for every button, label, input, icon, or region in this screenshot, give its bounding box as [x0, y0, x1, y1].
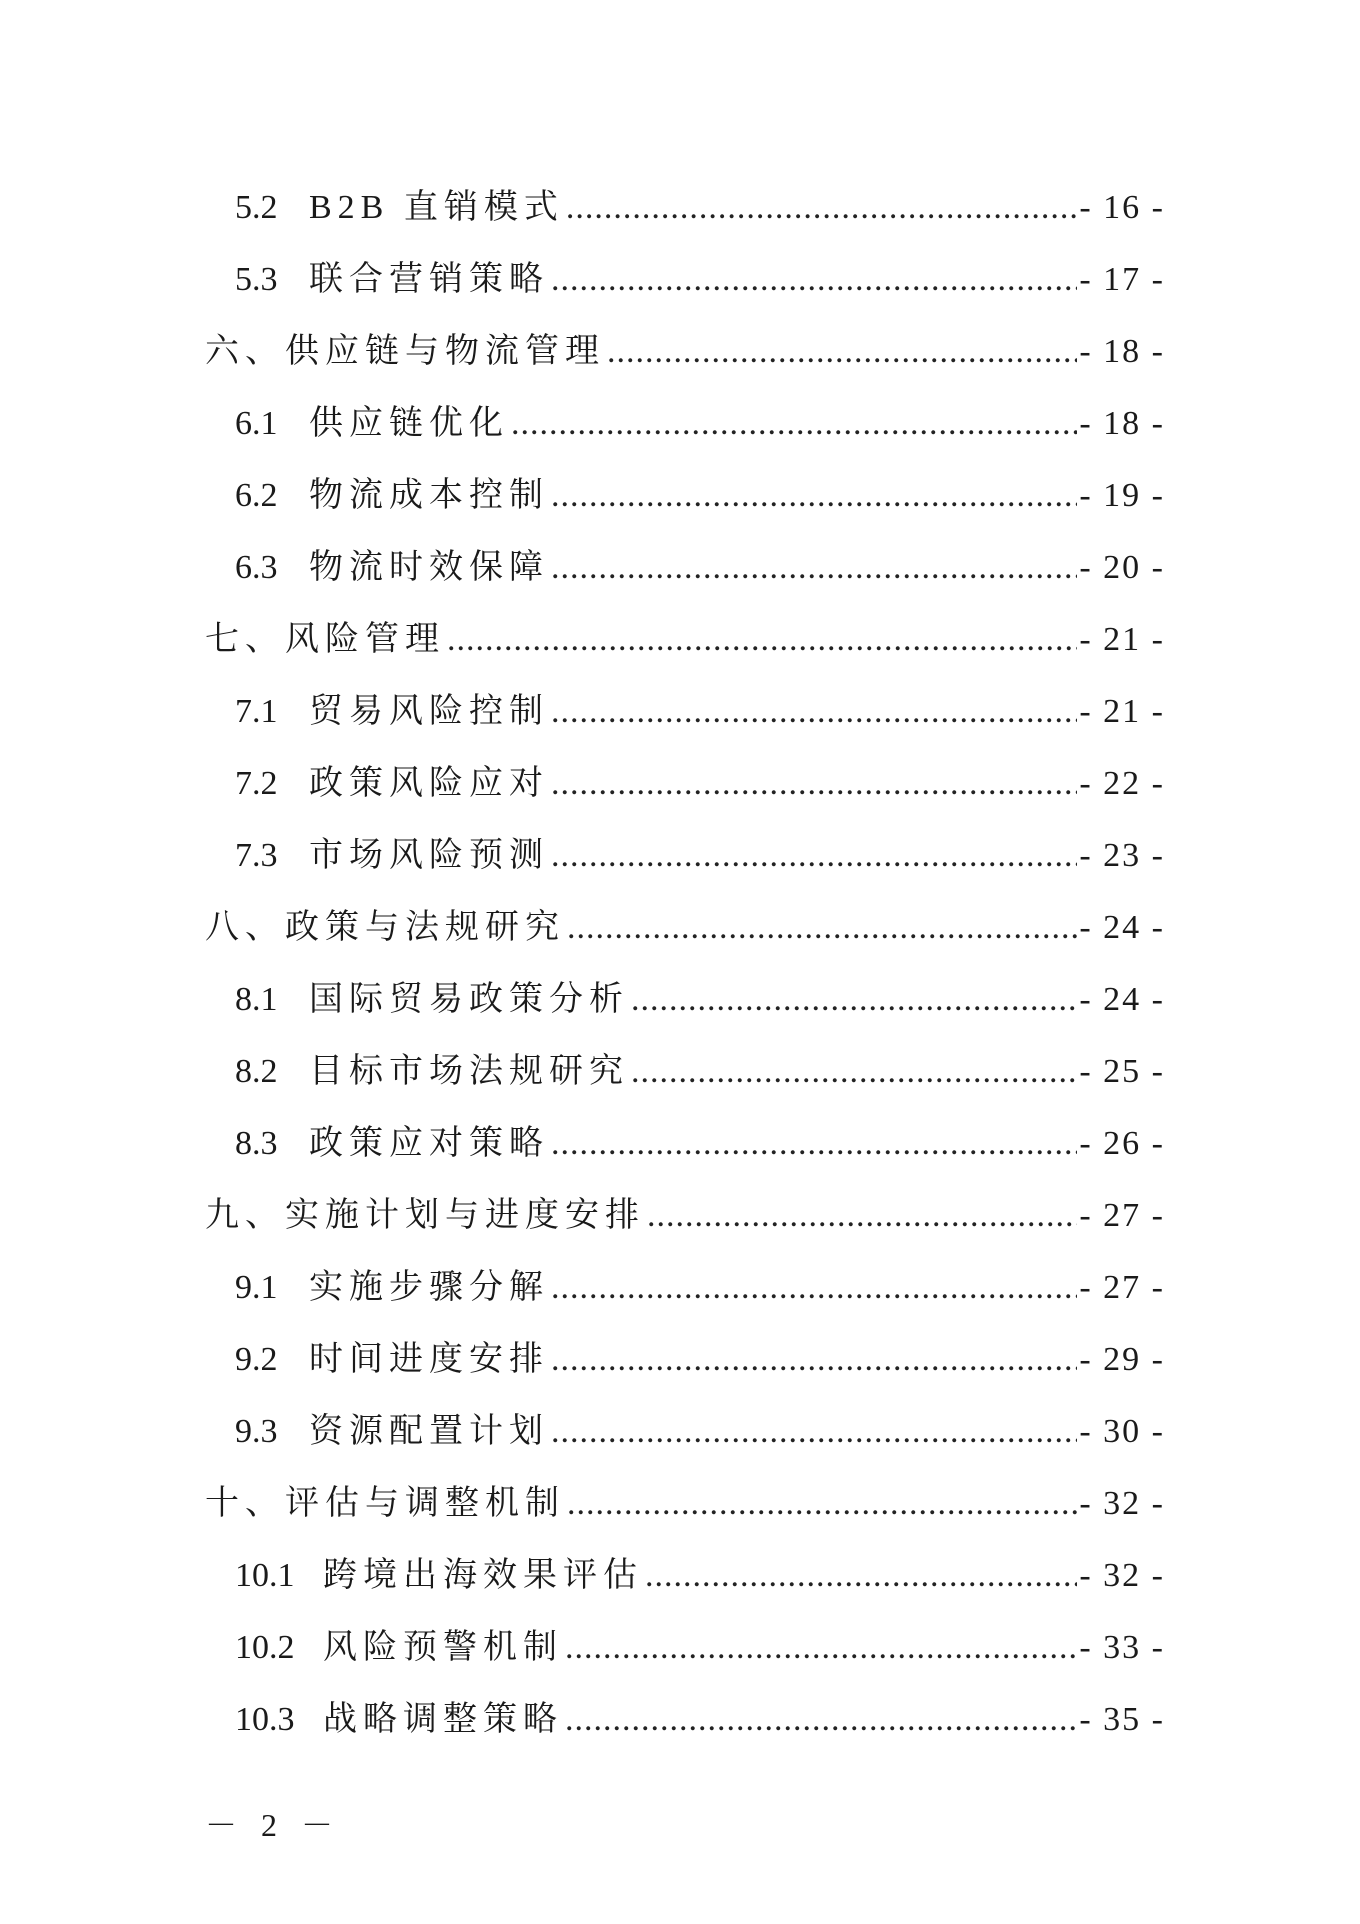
toc-section-entry[interactable] — [205, 748, 1165, 820]
toc-chapter-entry[interactable] — [205, 892, 1165, 964]
toc-section-number: 8.2 — [235, 1053, 278, 1090]
footer-page-number: － 2 － — [205, 1807, 342, 1843]
toc-section-number: 10.1 — [235, 1557, 295, 1594]
toc-page-number: - 18 - — [1079, 333, 1165, 370]
toc-section-number: 10.3 — [235, 1701, 295, 1738]
toc-page-number: - 20 - — [1079, 549, 1165, 586]
toc-section-entry[interactable] — [205, 820, 1165, 892]
toc-section-entry[interactable] — [205, 1036, 1165, 1108]
toc-section-number: 8.3 — [235, 1125, 278, 1162]
toc-page-number: - 32 - — [1079, 1485, 1165, 1522]
toc-section-number: 9.1 — [235, 1269, 278, 1306]
toc-page-number: - 22 - — [1079, 765, 1165, 802]
toc-page-number: - 29 - — [1079, 1341, 1165, 1378]
toc-section-entry[interactable] — [205, 172, 1165, 244]
toc-dot-leader — [551, 1396, 1077, 1468]
toc-chapter-entry[interactable] — [205, 604, 1165, 676]
toc-page-number: - 35 - — [1079, 1701, 1165, 1738]
toc-page-number: - 24 - — [1079, 981, 1165, 1018]
toc-section-number: 10.2 — [235, 1629, 295, 1666]
toc-page-number: - 19 - — [1079, 477, 1165, 514]
toc-page-number: - 25 - — [1079, 1053, 1165, 1090]
toc-section-entry[interactable] — [205, 964, 1165, 1036]
toc-section-number: 5.2 — [235, 189, 278, 226]
toc-page-number: - 23 - — [1079, 837, 1165, 874]
toc-dot-leader — [631, 1036, 1077, 1108]
toc-dot-leader — [551, 1108, 1077, 1180]
toc-dot-leader — [447, 604, 1077, 676]
toc-section-number: 7.2 — [235, 765, 278, 802]
toc-entry-title: 物流时效保障 — [309, 549, 549, 586]
toc-entry-title: 贸易风险控制 — [309, 693, 549, 730]
toc-entry-title: 十、评估与调整机制 — [205, 1485, 565, 1522]
toc-entry-title: 资源配置计划 — [309, 1413, 549, 1450]
toc-page-number: - 30 - — [1079, 1413, 1165, 1450]
toc-dot-leader — [567, 1468, 1077, 1540]
toc-section-number: 9.3 — [235, 1413, 278, 1450]
toc-dot-leader — [551, 676, 1077, 748]
toc-page-number: - 24 - — [1079, 909, 1165, 946]
toc-dot-leader — [551, 244, 1077, 316]
toc-entry-title: 实施步骤分解 — [309, 1269, 549, 1306]
toc-page-number: - 27 - — [1079, 1197, 1165, 1234]
toc-section-entry[interactable] — [205, 1612, 1165, 1684]
toc-entry-title: 七、风险管理 — [205, 621, 445, 658]
toc-section-entry[interactable] — [205, 532, 1165, 604]
toc-entry-title: 供应链优化 — [309, 405, 509, 442]
toc-dot-leader — [551, 532, 1077, 604]
toc-dot-leader — [631, 964, 1077, 1036]
toc-dot-leader — [551, 820, 1077, 892]
toc-page-number: - 27 - — [1079, 1269, 1165, 1306]
toc-entry-title: 九、实施计划与进度安排 — [205, 1197, 645, 1234]
toc-dot-leader — [565, 1684, 1077, 1756]
toc-section-number: 9.2 — [235, 1341, 278, 1378]
toc-chapter-entry[interactable] — [205, 316, 1165, 388]
toc-dot-leader — [565, 1612, 1077, 1684]
toc-dot-leader — [645, 1540, 1077, 1612]
toc-entry-title: 政策风险应对 — [309, 765, 549, 802]
toc-page-number: - 17 - — [1079, 261, 1165, 298]
toc-section-number: 6.2 — [235, 477, 278, 514]
toc-page-number: - 33 - — [1079, 1629, 1165, 1666]
toc-section-number: 7.1 — [235, 693, 278, 730]
toc-section-number: 8.1 — [235, 981, 278, 1018]
toc-entry-title: 六、供应链与物流管理 — [205, 333, 605, 370]
toc-entry-title: 风险预警机制 — [323, 1629, 563, 1666]
toc-section-number: 7.3 — [235, 837, 278, 874]
toc-section-entry[interactable] — [205, 388, 1165, 460]
toc-chapter-entry[interactable] — [205, 1180, 1165, 1252]
toc-entry-title: 目标市场法规研究 — [309, 1053, 629, 1090]
toc-section-number: 6.1 — [235, 405, 278, 442]
toc-dot-leader — [566, 172, 1077, 244]
toc-dot-leader — [567, 892, 1077, 964]
toc-section-number: 6.3 — [235, 549, 278, 586]
toc-dot-leader — [551, 460, 1077, 532]
toc-dot-leader — [551, 748, 1077, 820]
toc-dot-leader — [607, 316, 1077, 388]
toc-entry-title: B2B 直销模式 — [309, 189, 564, 226]
toc-dot-leader — [647, 1180, 1077, 1252]
toc-entry-title: 战略调整策略 — [323, 1701, 563, 1738]
toc-entry-title: 政策应对策略 — [309, 1125, 549, 1162]
toc-section-entry[interactable] — [205, 1684, 1165, 1756]
toc-section-entry[interactable] — [205, 1396, 1165, 1468]
toc-entry-title: 物流成本控制 — [309, 477, 549, 514]
toc-section-entry[interactable] — [205, 1108, 1165, 1180]
toc-page-number: - 32 - — [1079, 1557, 1165, 1594]
toc-section-entry[interactable] — [205, 1324, 1165, 1396]
toc-page-number: - 16 - — [1079, 189, 1165, 226]
toc-section-entry[interactable] — [205, 1540, 1165, 1612]
toc-page-number: - 18 - — [1079, 405, 1165, 442]
toc-section-entry[interactable] — [205, 1252, 1165, 1324]
toc-entry-title: 八、政策与法规研究 — [205, 909, 565, 946]
toc-section-entry[interactable] — [205, 460, 1165, 532]
toc-entry-title: 跨境出海效果评估 — [323, 1557, 643, 1594]
toc-page-number: - 26 - — [1079, 1125, 1165, 1162]
toc-page-number: - 21 - — [1079, 693, 1165, 730]
toc-entry-title: 时间进度安排 — [309, 1341, 549, 1378]
toc-section-entry[interactable] — [205, 676, 1165, 748]
toc-entry-title: 市场风险预测 — [309, 837, 549, 874]
toc-entry-title: 国际贸易政策分析 — [309, 981, 629, 1018]
toc-page-number: - 21 - — [1079, 621, 1165, 658]
toc-dot-leader — [551, 1324, 1077, 1396]
toc-section-entry[interactable] — [205, 244, 1165, 316]
toc-dot-leader — [511, 388, 1077, 460]
toc-chapter-entry[interactable] — [205, 1468, 1165, 1540]
toc-entry-title: 联合营销策略 — [309, 261, 549, 298]
toc-dot-leader — [551, 1252, 1077, 1324]
toc-section-number: 5.3 — [235, 261, 278, 298]
table-of-contents — [205, 172, 1165, 1756]
